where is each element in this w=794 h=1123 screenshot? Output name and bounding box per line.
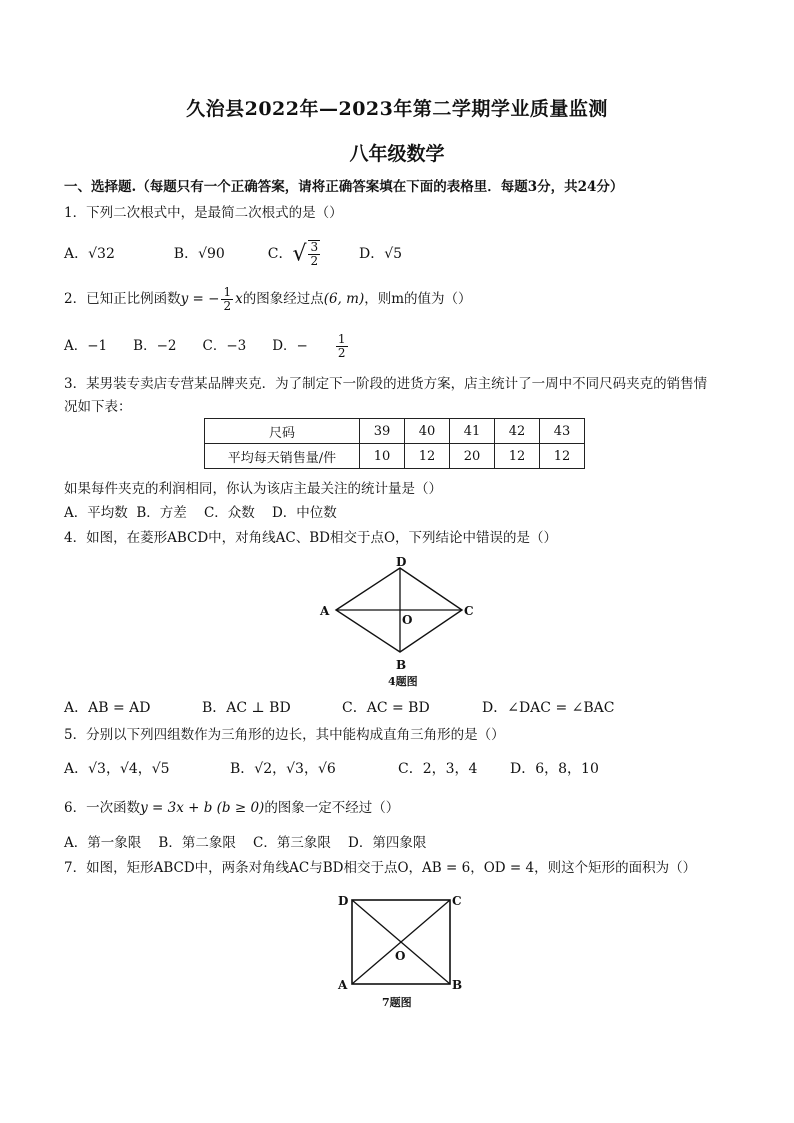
q4-options — [64, 697, 614, 717]
label-c: C — [452, 894, 462, 908]
q7-rectangle-figure — [332, 888, 472, 1014]
table-cell: 39 — [360, 419, 405, 444]
q6-opt-c: C．第三象限 — [253, 835, 331, 851]
q6-opt-a: A．第一象限 — [64, 835, 142, 851]
table-cell: 41 — [450, 419, 495, 444]
q4-opt-d: D．∠DAC = ∠BAC — [482, 700, 615, 716]
q1-opt-b-value: √90 — [198, 246, 225, 262]
q1-opt-c-label: C． — [267, 246, 293, 262]
q3-options — [64, 501, 337, 521]
q4-caption: 4题图 — [388, 675, 418, 688]
q4-opt-c: C．AC = BD — [342, 700, 430, 716]
table-cell: 10 — [360, 444, 405, 469]
table-cell: 12 — [405, 444, 450, 469]
q3-opt-d: D．中位数 — [271, 505, 337, 521]
table-header-sales: 平均每天销售量/件 — [205, 444, 360, 469]
q3-opt-a: A．平均数 — [64, 505, 128, 521]
table-cell: 12 — [495, 444, 540, 469]
section-heading: 一、选择题.（每题只有一个正确答案，请将正确答案填在下面的表格里．每题3分，共24分） — [64, 179, 624, 195]
q4-rhombus-figure — [310, 554, 490, 690]
q3-sales-table — [204, 418, 585, 469]
q6-stem: 6．一次函数y = 3x + b (b ≥ 0)的图象一定不经过（） — [64, 800, 400, 816]
q3-stem-3: 如果每件夹克的利润相同，你认为该店主最关注的统计量是（） — [64, 481, 442, 497]
q7-stem: 7．如图，矩形ABCD中，两条对角线AC与BD相交于点O，AB = 6，OD = 4，则这个矩形的面积为（） — [64, 860, 697, 876]
q4-opt-b: B．AC ⊥ BD — [202, 700, 291, 716]
table-cell: 20 — [450, 444, 495, 469]
q6-options — [64, 831, 426, 851]
q1-opt-b-label: B． — [173, 246, 199, 262]
q3-opt-c: C．众数 — [203, 505, 255, 521]
label-d: D — [338, 894, 349, 908]
q3-stem-1: 3．某男装专卖店专营某品牌夹克．为了制定下一阶段的进货方案，店主统计了一周中不同尺码夹克的销售情 — [64, 376, 708, 392]
q5-opt-a: A．√3，√4，√5 — [64, 761, 170, 777]
table-cell: 12 — [540, 444, 585, 469]
q2-stem: 2．已知正比例函数y = − $\frac{1}{2}$ x的图象经过点(6, m)，则m的值为（） — [64, 285, 472, 313]
q2-options — [64, 333, 426, 360]
q5-opt-d: D．6，8，10 — [510, 761, 599, 777]
q6-opt-b: B．第二象限 — [158, 835, 236, 851]
q3-stem-2: 况如下表： — [64, 399, 132, 415]
q1-opt-a-label: A． — [64, 246, 89, 262]
table-row — [205, 419, 585, 444]
table-header-size: 尺码 — [205, 419, 360, 444]
q3-opt-b: B．方差 — [136, 505, 187, 521]
q1-opt-d-value: √5 — [384, 246, 403, 262]
q2-opt-b: B．−2 — [133, 338, 177, 354]
q6-opt-d: D．第四象限 — [348, 835, 427, 851]
q5-options — [64, 758, 599, 778]
q1-opt-c-fraction: $\frac{3}{2}$ — [310, 240, 319, 268]
q5-stem: 5．分别以下列四组数作为三角形的边长，其中能构成直角三角形的是（） — [64, 727, 505, 743]
label-b: B — [452, 978, 463, 992]
exam-title: 久治县2022年—2023年第二学期学业质量监测 — [186, 98, 608, 120]
q1-options: A．√32 B．√90 C．√ $\frac{3}{2}$ D．√5 — [64, 240, 403, 268]
q2-opt-c: C．−3 — [202, 338, 247, 354]
q1-stem: 1．下列二次根式中，是最简二次根式的是（） — [64, 205, 343, 221]
q1-opt-d-label: D． — [359, 246, 385, 262]
label-c: C — [464, 604, 474, 618]
q7-caption: 7题图 — [382, 996, 412, 1009]
table-row — [205, 444, 585, 469]
exam-subject: 八年级数学 — [349, 143, 445, 165]
table-cell: 40 — [405, 419, 450, 444]
table-cell: 42 — [495, 419, 540, 444]
label-o: O — [402, 613, 413, 627]
q2-opt-a: A．−1 — [64, 338, 108, 354]
label-a: A — [338, 978, 348, 992]
q4-stem: 4．如图，在菱形ABCD中，对角线AC、BD相交于点O，下列结论中错误的是（） — [64, 530, 558, 546]
label-o: O — [395, 949, 406, 963]
q2-coef-fraction: $\frac{1}{2}$ — [223, 285, 232, 313]
label-d: D — [396, 555, 407, 569]
q4-opt-a: A．AB = AD — [64, 700, 151, 716]
q2-opt-d: D．− $\frac{1}{2}$ — [272, 332, 346, 360]
q5-opt-b: B．√2，√3，√6 — [230, 761, 336, 777]
label-b: B — [396, 658, 407, 672]
label-a: A — [320, 604, 330, 618]
q5-opt-c: C．2，3，4 — [398, 761, 478, 777]
table-cell: 43 — [540, 419, 585, 444]
q1-opt-a-value: √32 — [88, 246, 115, 262]
